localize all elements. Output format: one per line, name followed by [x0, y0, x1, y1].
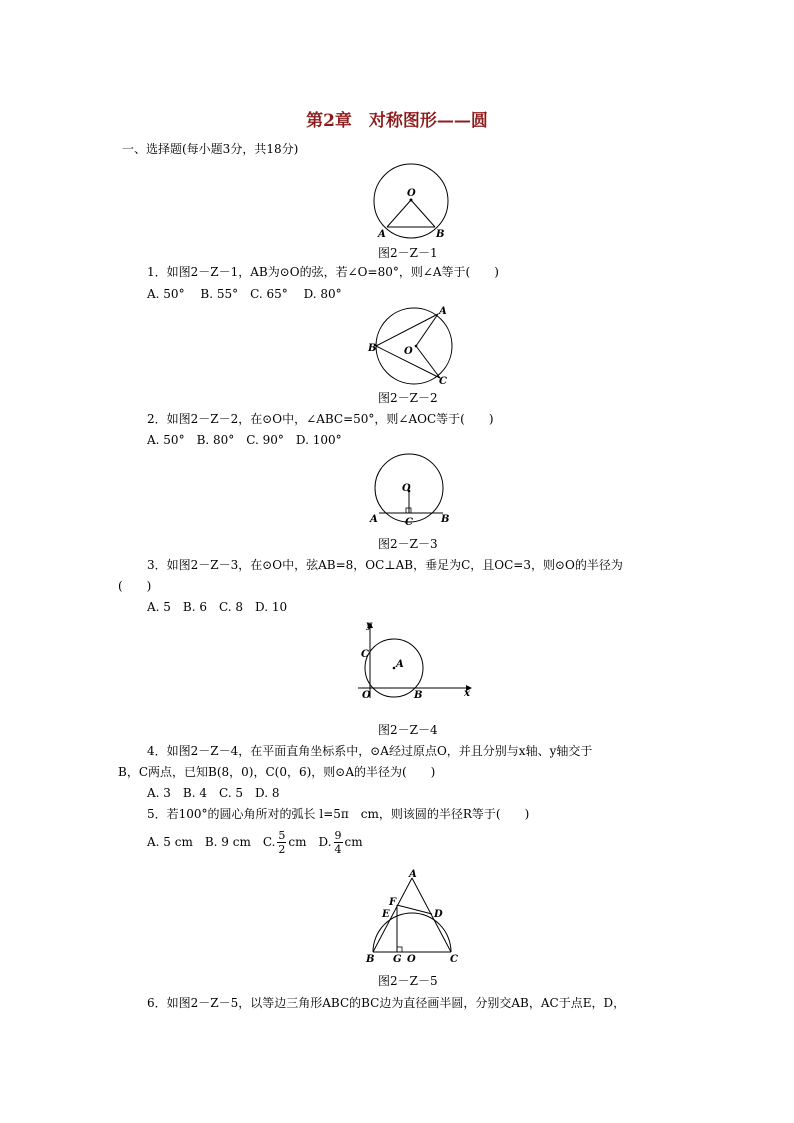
question-6-stem: 6．如图2－Z－5，以等边三角形ABC的BC边为直径画半圆，分别交AB，AC于点E，D，	[147, 996, 626, 1010]
q5-option-c-fraction: $\frac{5}{2}$	[278, 829, 286, 856]
figure-3	[368, 456, 458, 528]
label-a: A	[396, 659, 404, 670]
question-2-options: A. 50° B. 80° C. 90° D. 100°	[147, 433, 342, 447]
q5-option-d-fraction: $\frac{9}{4}$	[334, 829, 342, 856]
label-b: B	[368, 343, 377, 354]
q5-option-c-unit: cm D.	[288, 835, 332, 849]
label-g: G	[393, 954, 402, 965]
figure-1	[372, 162, 452, 242]
question-5-options	[147, 829, 363, 856]
question-3-options: A. 5 B. 6 C. 8 D. 10	[147, 600, 288, 614]
label-e: E	[382, 909, 390, 920]
label-a: A	[409, 869, 417, 880]
side-ac	[412, 878, 451, 952]
figure-4	[352, 620, 474, 702]
label-d: D	[434, 909, 443, 920]
question-3-stem-cont: ( )	[118, 579, 152, 593]
figure-2	[366, 304, 462, 390]
label-c: C	[405, 517, 413, 528]
q5-option-ab: A. 5 cm B. 9 cm C.	[147, 835, 276, 849]
label-a: A	[378, 229, 386, 240]
radius-oa	[416, 314, 438, 346]
question-2-stem: 2．如图2－Z－2，在⊙O中，∠ABC=50°，则∠AOC等于( )	[147, 412, 494, 426]
label-b: B	[366, 954, 375, 965]
side-ab	[373, 878, 412, 952]
label-c: C	[361, 649, 369, 660]
section-heading: 一、选择题(每小题3分，共18分)	[122, 142, 299, 156]
label-o: O	[407, 188, 416, 199]
question-5-stem: 5．若100°的圆心角所对的弧长 l=5π cm，则该圆的半径R等于( )	[147, 807, 530, 821]
question-4-options: A. 3 B. 4 C. 5 D. 8	[147, 786, 280, 800]
circle-o	[376, 308, 452, 384]
label-o: O	[407, 954, 416, 965]
chord-ba	[376, 314, 438, 346]
figure-1-caption: 图2－Z－1	[378, 246, 438, 260]
label-b: B	[441, 514, 450, 525]
figure-5	[362, 866, 462, 966]
figure-3-caption: 图2－Z－3	[378, 537, 438, 551]
label-y: y	[366, 620, 372, 631]
label-x: x	[464, 688, 470, 699]
radius-oa	[387, 200, 411, 227]
label-a: A	[370, 514, 378, 525]
label-c: C	[439, 376, 447, 387]
question-4-stem-cont: B，C两点，已知B(8，0)，C(0，6)，则⊙A的半径为( )	[118, 765, 436, 779]
figure-4-caption: 图2－Z－4	[378, 723, 438, 737]
figure-2-caption: 图2－Z－2	[378, 391, 438, 405]
label-f: F	[389, 897, 397, 908]
label-o: O	[362, 690, 371, 701]
figure-5-caption: 图2－Z－5	[378, 974, 438, 988]
right-angle-mark	[397, 947, 402, 952]
label-c: C	[450, 954, 458, 965]
radius-oc	[416, 346, 440, 378]
question-1-stem: 1．如图2－Z－1，AB为⊙O的弦，若∠O=80°，则∠A等于( )	[147, 265, 499, 279]
label-b: B	[414, 690, 423, 701]
question-4-stem: 4．如图2－Z－4，在平面直角坐标系中，⊙A经过原点O，并且分别与x轴、y轴交于	[147, 744, 593, 758]
label-o: O	[402, 483, 411, 494]
radius-ob	[411, 200, 435, 227]
question-3-stem: 3．如图2－Z－3，在⊙O中，弦AB=8，OC⊥AB，垂足为C，且OC=3，则⊙O的半径为	[147, 558, 623, 572]
label-a: A	[439, 306, 447, 317]
q5-option-d-unit: cm	[344, 835, 363, 849]
label-b: B	[436, 229, 445, 240]
question-1-options: A. 50° B. 55° C. 65° D. 80°	[147, 287, 342, 301]
page-title: 第2章 对称图形——圆	[306, 111, 488, 131]
label-o: O	[404, 346, 413, 357]
